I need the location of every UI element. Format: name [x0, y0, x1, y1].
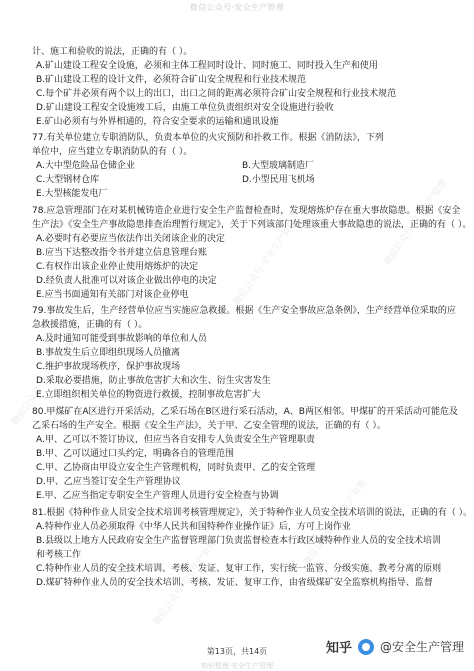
diagonal-watermark: 微信公众号·安全生产管理 [232, 218, 300, 308]
option-b: B.事故发生后立即组织现场人员撤离 [36, 348, 181, 358]
option-c: C.大型钢材仓库 [36, 175, 100, 185]
question-80 [32, 405, 458, 503]
option-c: C.甲、乙协商由甲设立安全生产管理机构，同时负责甲、乙的安全管理 [36, 463, 316, 473]
question-76 [32, 45, 444, 129]
author-name[interactable]: @安全生产管理 [379, 640, 464, 654]
question-stem: 单位中，应当建立专职消防队的有（ ）。 [32, 147, 193, 157]
option-a: A.大中型危险品仓储企业 [36, 161, 135, 171]
option-e: E.大型核能发电厂 [36, 189, 108, 199]
option-d: D.小型民用飞机场 [242, 175, 315, 185]
option-c: C.每个矿井必须有两个以上的出口，出口之间的距离必须符合矿山安全规程和行业技术规范 [36, 89, 397, 99]
question-78 [32, 204, 472, 302]
option-c: C.有权作出该企业停止使用熔炼炉的决定 [36, 262, 199, 272]
question-stem: 乙采石场的生产安全。根据《安全生产法》，关于甲、乙安全管理的说法，正确的有（ ）。 [32, 421, 386, 431]
option-c: C.特种作业人员的安全技术培训、考核、发证、复审工作，实行统一监管、分级实施、教考分离的原则 [36, 564, 442, 574]
diagonal-watermark: 微信公众号·安全生产管理 [10, 338, 78, 428]
option-e: E.矿山必须有与外界相通的，符合安全要求的运输和通讯设施 [36, 117, 279, 127]
question-77 [32, 131, 444, 201]
option-b: B.大型玻璃制造厂 [242, 161, 315, 171]
option-e: E.应当书面通知有关部门对该企业停电 [36, 290, 189, 300]
question-stem: 计、施工和验收的说法，正确的有（ ）。 [32, 47, 193, 57]
option-e: E.甲、乙应当指定专职安全生产管理人员进行安全检查与协调 [36, 491, 279, 501]
question-stem: 79.事故发生后，生产经营单位应当实施应急救援。根据《生产安全事故应急条例》，生产经营单位采取的应 [32, 306, 456, 316]
option-row [32, 173, 444, 187]
zhihu-brand [326, 637, 464, 656]
page-number: 第13页，共14页 [206, 647, 268, 656]
option-a: A.甲、乙可以不签订协议，但应当各自安排专人负责安全生产管理职责 [36, 435, 315, 445]
option-e: E.立即组织相关单位的物资进行救援，控制事故危害扩大 [36, 390, 261, 400]
option-d: D.煤矿特种作业人员的安全技术培训、考核、发证、复审工作，由省级煤矿安全监察机构指导、监督 [36, 578, 433, 588]
diagonal-watermark: 微信公众号·安全生产管理 [382, 178, 450, 268]
option-d: D.甲、乙应当签订安全生产管理协议 [36, 477, 181, 487]
diagonal-watermark: 微信公众号·安全生产管理 [152, 538, 220, 628]
zhihu-logo-text: 知乎 [325, 641, 352, 656]
option-a: A.矿山建设工程安全设施，必须和主体工程同时设计、同时施工、同时投入生产和使用 [36, 61, 378, 71]
diagonal-watermark: 微信公众号·安全生产管理 [302, 478, 370, 568]
option-row [32, 159, 444, 173]
question-stem: 78.应急管理部门在对某机械铸造企业进行安全生产监督检查时，发现熔炼炉存在重大事故隐患。根据《安全 [32, 206, 461, 216]
option-d: D.矿山建设工程安全设施竣工后，由施工单位负责组织对安全设施进行验收 [36, 103, 334, 113]
option-b: B.矿山建设工程的设计文件，必须符合矿山安全规程和行业技术规范 [36, 75, 307, 85]
question-stem: 急救援措施，正确的有（ ）。 [32, 320, 148, 330]
question-stem: 81.根据《特种作业人员安全技术培训考核管理规定》，关于特种作业人员安全技术培训的说法，正确的有（ ）。 [32, 508, 473, 518]
option-d: D.经负责人批准可以对该企业做出停电的决定 [36, 276, 217, 286]
option-row [32, 187, 444, 201]
question-stem: 77.有关单位建立专职消防队，负责本单位的火灾预防和扑救工作。根据《消防法》，下列 [32, 133, 384, 143]
option-a: A.特种作业人员必须取得《中华人民共和国特种作业操作证》后，方可上岗作业 [36, 522, 351, 532]
question-stem: 80.甲煤矿在A区进行开采活动，乙采石场在B区进行采石活动，A、B两区相邻。甲煤矿的开采活动可能危及 [32, 407, 458, 417]
option-c: C.维护事故现场秩序，保护事故现场 [36, 362, 181, 372]
top-watermark: 微信公众号·安全生产管理 [189, 3, 285, 12]
option-b: B.县级以上地方人民政府安全生产监督管理部门负责监督检查本行政区域特种作业人员的安全技术培训和考核工作 [36, 536, 442, 560]
question-81 [32, 506, 473, 590]
option-b: B.甲、乙可以通过口头约定，明确各自的管理范围 [36, 449, 235, 459]
option-d: D.采取必要措施，防止事故危害扩大和次生、衍生灾害发生 [36, 376, 271, 386]
option-a: A.及时通知可能受到事故影响的单位和人员 [36, 334, 207, 344]
option-a: A.必要时有必要应当依法作出关闭该企业的决定 [36, 234, 225, 244]
author-avatar-icon [358, 639, 374, 655]
question-79 [32, 304, 456, 402]
question-stem: 生产法》《安全生产事故隐患排查治理暂行规定》，关于下列该部门处理该重大事故隐患的说法，正确的有（ ）。 [32, 220, 472, 230]
document-body [32, 18, 473, 590]
option-b: B.应当下达整改指令书并建立信息管理台账 [36, 248, 208, 258]
bottom-watermark: 知识整理·安全生产管理 [200, 662, 274, 670]
